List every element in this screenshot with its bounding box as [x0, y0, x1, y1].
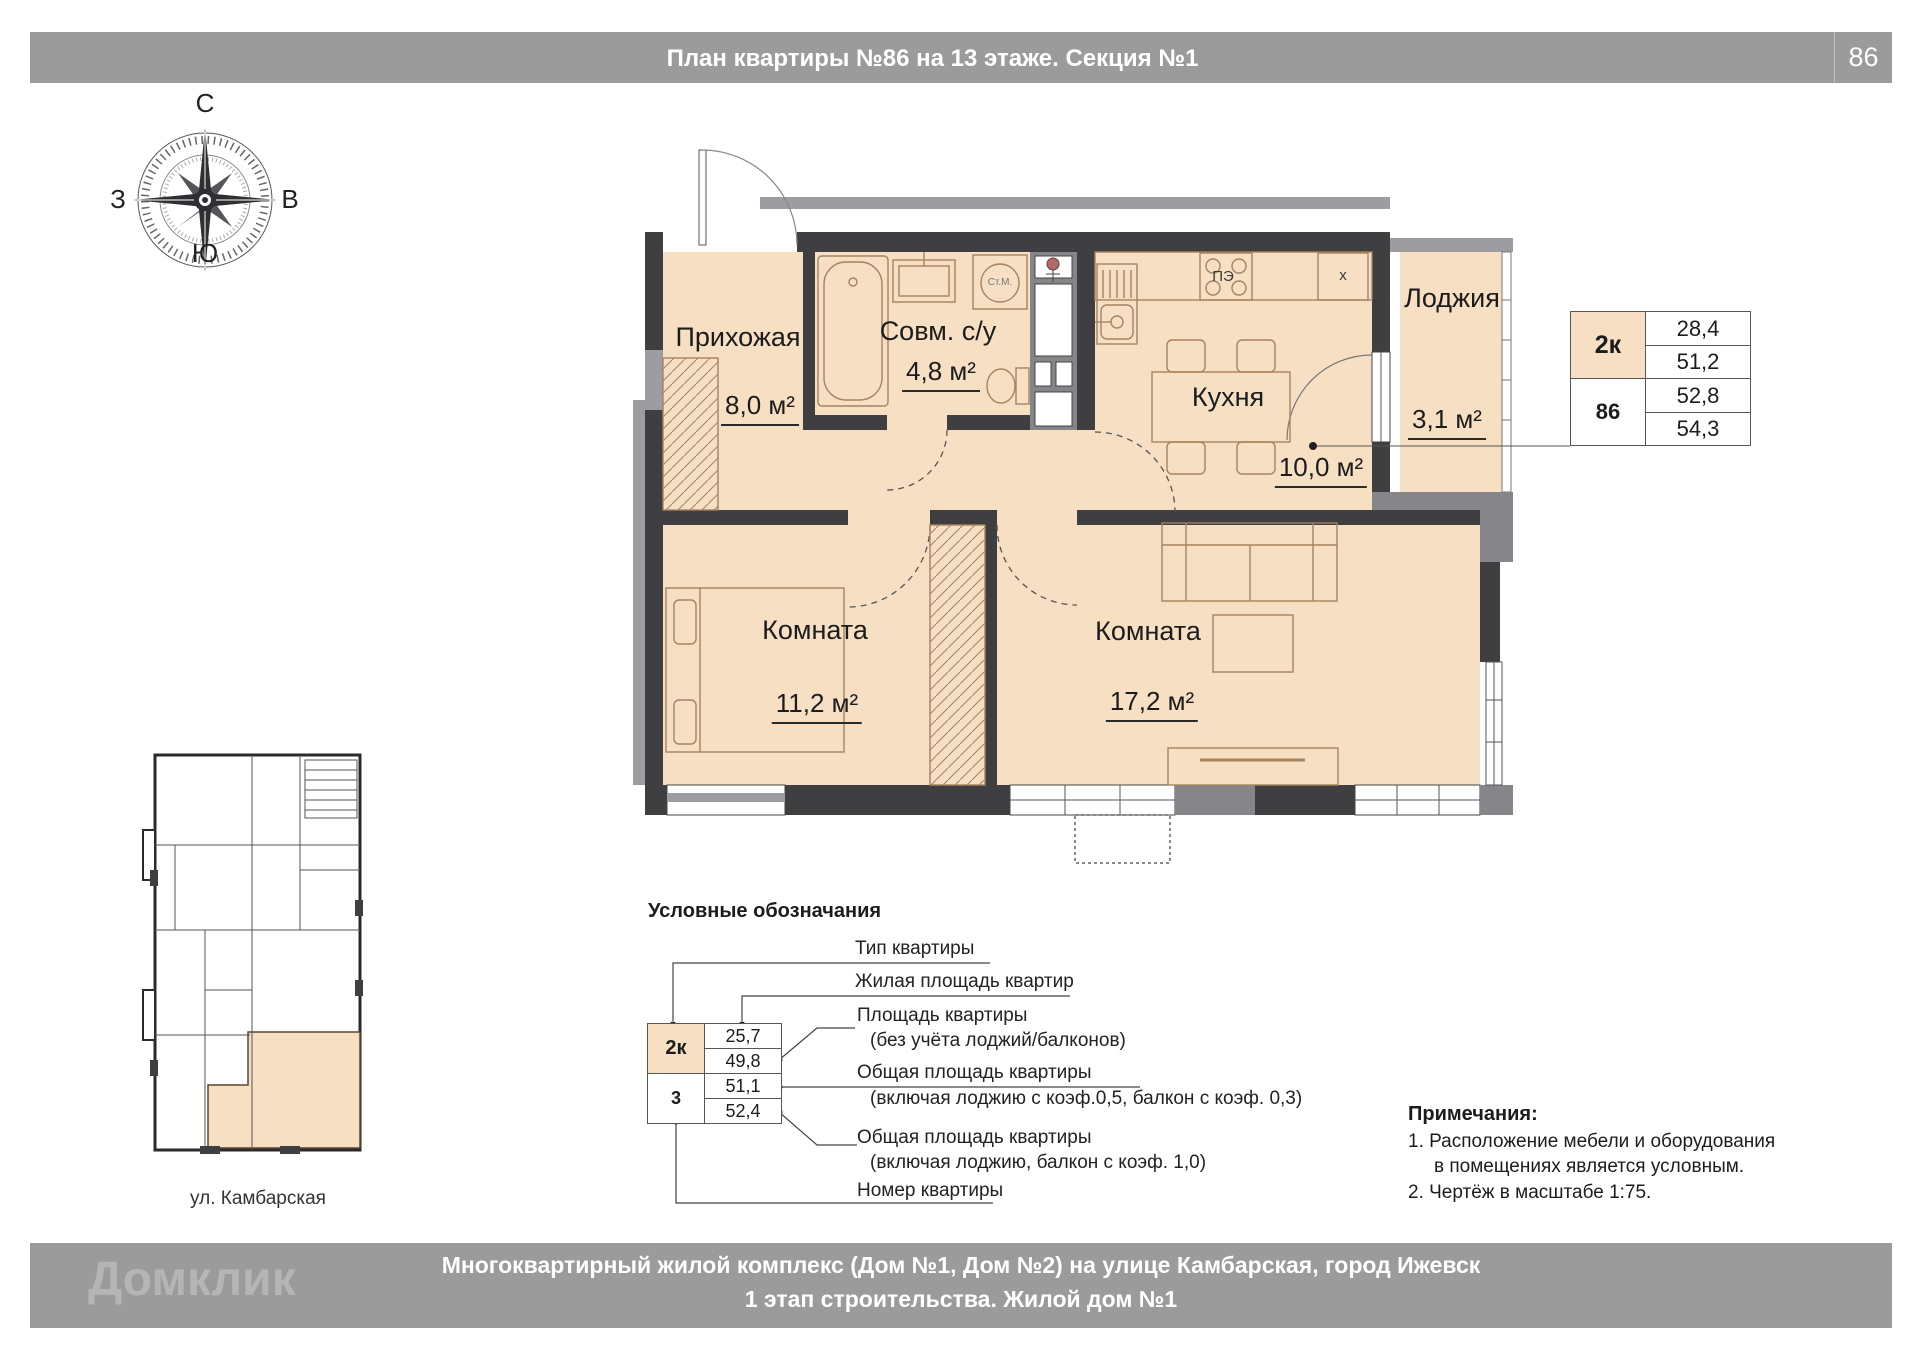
legend-sample-table — [647, 1023, 782, 1124]
room-label-kitchen: Кухня — [1191, 382, 1265, 412]
street-caption: ул. Камбарская — [190, 1188, 326, 1209]
legend-value-1: 25,7 — [705, 1024, 782, 1049]
legend-value-4: 52,4 — [705, 1099, 782, 1124]
room-area-bedroom2: 17,2 м² — [1106, 686, 1198, 722]
footer-line-2: 1 этап строительства. Жилой дом №1 — [744, 1286, 1178, 1312]
compass-south-label: Ю — [191, 238, 219, 268]
legend-label-total2b: (включая лоджию, балкон с коэф. 1,0) — [870, 1152, 1207, 1173]
fridge-label: х — [1339, 267, 1347, 284]
washing-machine-label: Ст.М. — [987, 277, 1013, 288]
compass-west-label: З — [110, 184, 126, 214]
notes-line-2: в помещениях является условным. — [1434, 1156, 1745, 1177]
room-area-loggia: 3,1 м² — [1408, 404, 1486, 440]
legend-value-3: 51,1 — [705, 1074, 782, 1099]
room-label-bedroom2: Комната — [1095, 616, 1201, 646]
info-value-living: 28,4 — [1646, 312, 1751, 346]
legend-label-type: Тип квартиры — [855, 938, 975, 959]
legend-label-area1: Площадь квартиры — [857, 1005, 1028, 1026]
compass-north-label: С — [195, 88, 215, 118]
room-area-bathroom: 4,8 м² — [902, 356, 980, 392]
room-label-bedroom1: Комната — [762, 615, 868, 645]
info-type-cell: 2к — [1571, 312, 1646, 379]
hall-wardrobe — [663, 358, 718, 510]
legend-label-total1: Общая площадь квартиры — [857, 1062, 1092, 1083]
footer-bar — [30, 1243, 1892, 1328]
riser-symbol — [1047, 258, 1059, 270]
legend-title: Условные обозначания — [648, 900, 882, 922]
legend-label-number: Номер квартиры — [857, 1180, 1004, 1201]
room-label-loggia: Лоджия — [1404, 283, 1500, 313]
legend-label-area1b: (без учёта лоджий/балконов) — [870, 1030, 1126, 1051]
room-area-bedroom1: 11,2 м² — [772, 688, 862, 724]
room-area-kitchen: 10,0 м² — [1275, 452, 1367, 488]
notes-line-3: 2. Чертёж в масштабе 1:75. — [1408, 1182, 1652, 1203]
page-title: План квартиры №86 на 13 этаже. Секция №1 — [666, 45, 1199, 72]
legend-number-cell: 3 — [648, 1074, 705, 1124]
footer-line-1: Многоквартирный жилой комплекс (Дом №1, Дом №2) на улице Камбарская, город Ижевск — [441, 1252, 1481, 1278]
room-wardrobe — [930, 525, 985, 785]
info-value-area: 51,2 — [1646, 346, 1751, 379]
legend-label-total1b: (включая лоджию с коэф.0,5, балкон с коэф. 0,3) — [870, 1088, 1303, 1109]
entry-door-leaf — [699, 150, 706, 245]
legend-label-living: Жилая площадь квартир — [855, 971, 1074, 992]
stairwell — [305, 760, 357, 818]
legend-label-total2: Общая площадь квартиры — [857, 1127, 1092, 1148]
legend-type-cell: 2к — [648, 1024, 705, 1074]
apartment-info-table — [1570, 311, 1751, 446]
info-number-cell: 86 — [1571, 379, 1646, 446]
notes-title: Примечания: — [1408, 1103, 1538, 1125]
room-label-hallway: Прихожая — [675, 322, 801, 352]
notes-line-1: 1. Расположение мебели и оборудования — [1408, 1131, 1776, 1152]
info-value-total1: 52,8 — [1646, 379, 1751, 413]
legend-value-2: 49,8 — [705, 1049, 782, 1074]
brand-watermark: Домклик — [88, 1253, 296, 1306]
stove-label: ПЭ — [1212, 268, 1234, 285]
room-area-hallway: 8,0 м² — [721, 390, 799, 426]
room-label-bathroom: Совм. с/у — [879, 316, 997, 346]
info-value-total2: 54,3 — [1646, 413, 1751, 446]
building-mini-plan — [143, 755, 363, 1154]
compass-east-label: В — [281, 184, 299, 214]
sheet-number-badge: 86 — [1834, 32, 1892, 83]
